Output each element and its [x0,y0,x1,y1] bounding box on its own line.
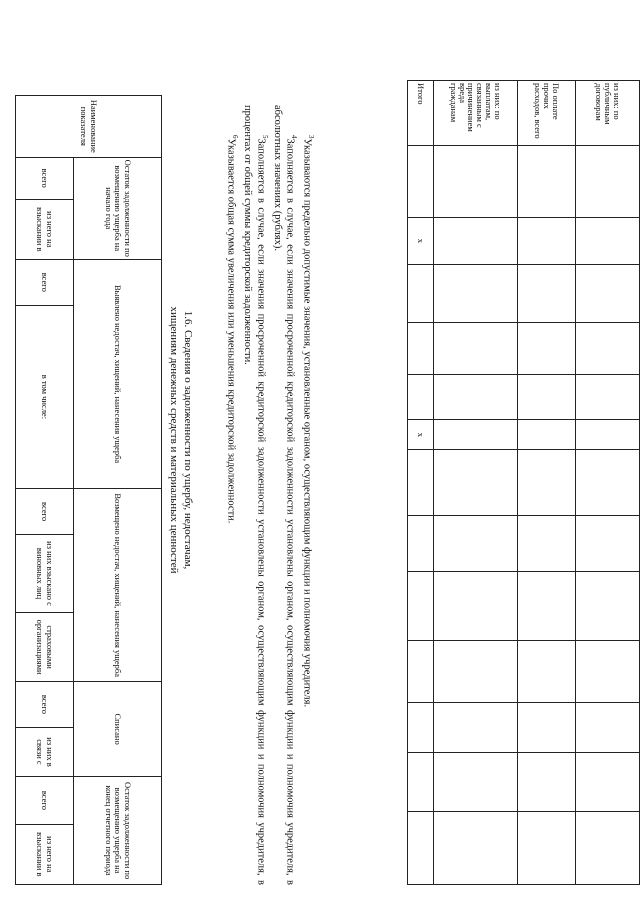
table-cell [518,515,576,571]
table-cell [518,571,576,641]
table-cell [408,812,434,885]
table-row [518,81,576,885]
table-cell [576,374,640,420]
table-cell [434,450,518,516]
table-cell [408,571,434,641]
table-cell [434,322,518,374]
header-compensated: Возмещено недостач, хищений, нанесения ущерба [74,489,162,682]
table-cell [576,420,640,450]
section-heading-line: 1.6. Сведения о задолженности по ущербу, недостачам, [182,310,194,570]
subheader-total: всего [16,157,74,199]
table-cell [434,702,518,752]
table-cell [576,702,640,752]
table-cell [434,641,518,703]
row-label: из них: по выплатам, связанным с причинением вреда гражданам [434,81,518,146]
row-label: По оплате прочих расходов, всего [518,81,576,146]
table-cell [434,571,518,641]
section-heading-line: хищениям денежных средств и материальных ценностей [168,306,180,574]
table-cell [518,641,576,703]
header-opening-balance: Остаток задолженности по возмещению ущерба на начало года [74,157,162,259]
table-cell [518,420,576,450]
table-row [434,81,518,885]
subheader-including: в том числе: [16,305,74,489]
table-cell [434,515,518,571]
subheader-closing-recovery: из него на взыскании в [16,824,74,884]
table-cell [576,812,640,885]
table-cell [408,374,434,420]
table-cell [518,450,576,516]
table-cell [576,145,640,217]
footnote: $^6$Указывается общая сумма увеличения или уменьшения кредиторской задолженности. [226,135,240,524]
table-cell [576,515,640,571]
table-cell [518,217,576,265]
subheader-insurance: страховыми организациями [16,613,74,682]
table-cell [576,322,640,374]
table-cell [434,145,518,217]
subheader-total: всего [16,489,74,535]
table-cell [408,145,434,217]
table-cell [518,702,576,752]
table-cell [434,420,518,450]
footnote: $^3$Указываются предельно допустимые значения, установленные органом, осуществляющим функции и полномочия учредителя. [301,135,315,708]
table-cell [576,265,640,323]
table-cell [434,265,518,323]
table-cell [408,752,434,812]
subheader-of-which-due: из них в связи с [16,727,74,776]
table-row [408,81,434,885]
header-closing-balance: Остаток задолженности по возмещению ущерба на конец отчетного периода [74,777,162,885]
footnote: $^5$Заполняется в случае, если значения просроченной кредиторской задолженности установлены органом, осуществляющим функции и полномочия учредителя, в процентах от общей суммы кредиторской задолженности. [242,105,269,885]
table-cell [434,217,518,265]
table-row [576,81,640,885]
table-cell [518,374,576,420]
table-cell [576,752,640,812]
table-cell [408,515,434,571]
table-cell [518,752,576,812]
table-cell [408,265,434,323]
header-written-off: Списано [74,682,162,777]
table-cell [408,450,434,516]
subheader-of-which-recovery: из него на взыскании в [16,199,74,259]
table-cell [408,641,434,703]
table-cell [576,641,640,703]
table-cell [408,702,434,752]
table-cell [434,374,518,420]
subheader-total: всего [16,682,74,728]
table-cell [518,812,576,885]
subheader-total: всего [16,777,74,825]
table-cell [576,217,640,265]
accounts-payable-table [407,80,640,885]
row-label: из них: по публичным договорам [576,81,640,146]
subheader-from-culprits: из них взыскано с виновных лиц [16,534,74,612]
table-cell [518,265,576,323]
table-cell [434,812,518,885]
table-cell [518,145,576,217]
table-cell [518,322,576,374]
header-indicator-name: Наименование показателя [16,96,162,158]
subheader-total: всего [16,259,74,305]
table-cell: x [408,420,434,450]
row-label: Итого [408,81,434,146]
section-heading [167,220,195,660]
table-cell [434,752,518,812]
table-cell [576,450,640,516]
table-cell [408,322,434,374]
table-cell: x [408,217,434,265]
damage-debt-table [15,95,162,885]
footnotes [225,105,317,885]
table-cell [576,571,640,641]
header-detected: Выявлено недостач, хищений, нанесения ущерба [74,259,162,488]
footnote: $^4$Заполняется в случае, если значения просроченной кредиторской задолженности установлены органом, осуществляющим функции и полномочия учредителя, в абсолютных значениях (рублях). [272,105,299,885]
